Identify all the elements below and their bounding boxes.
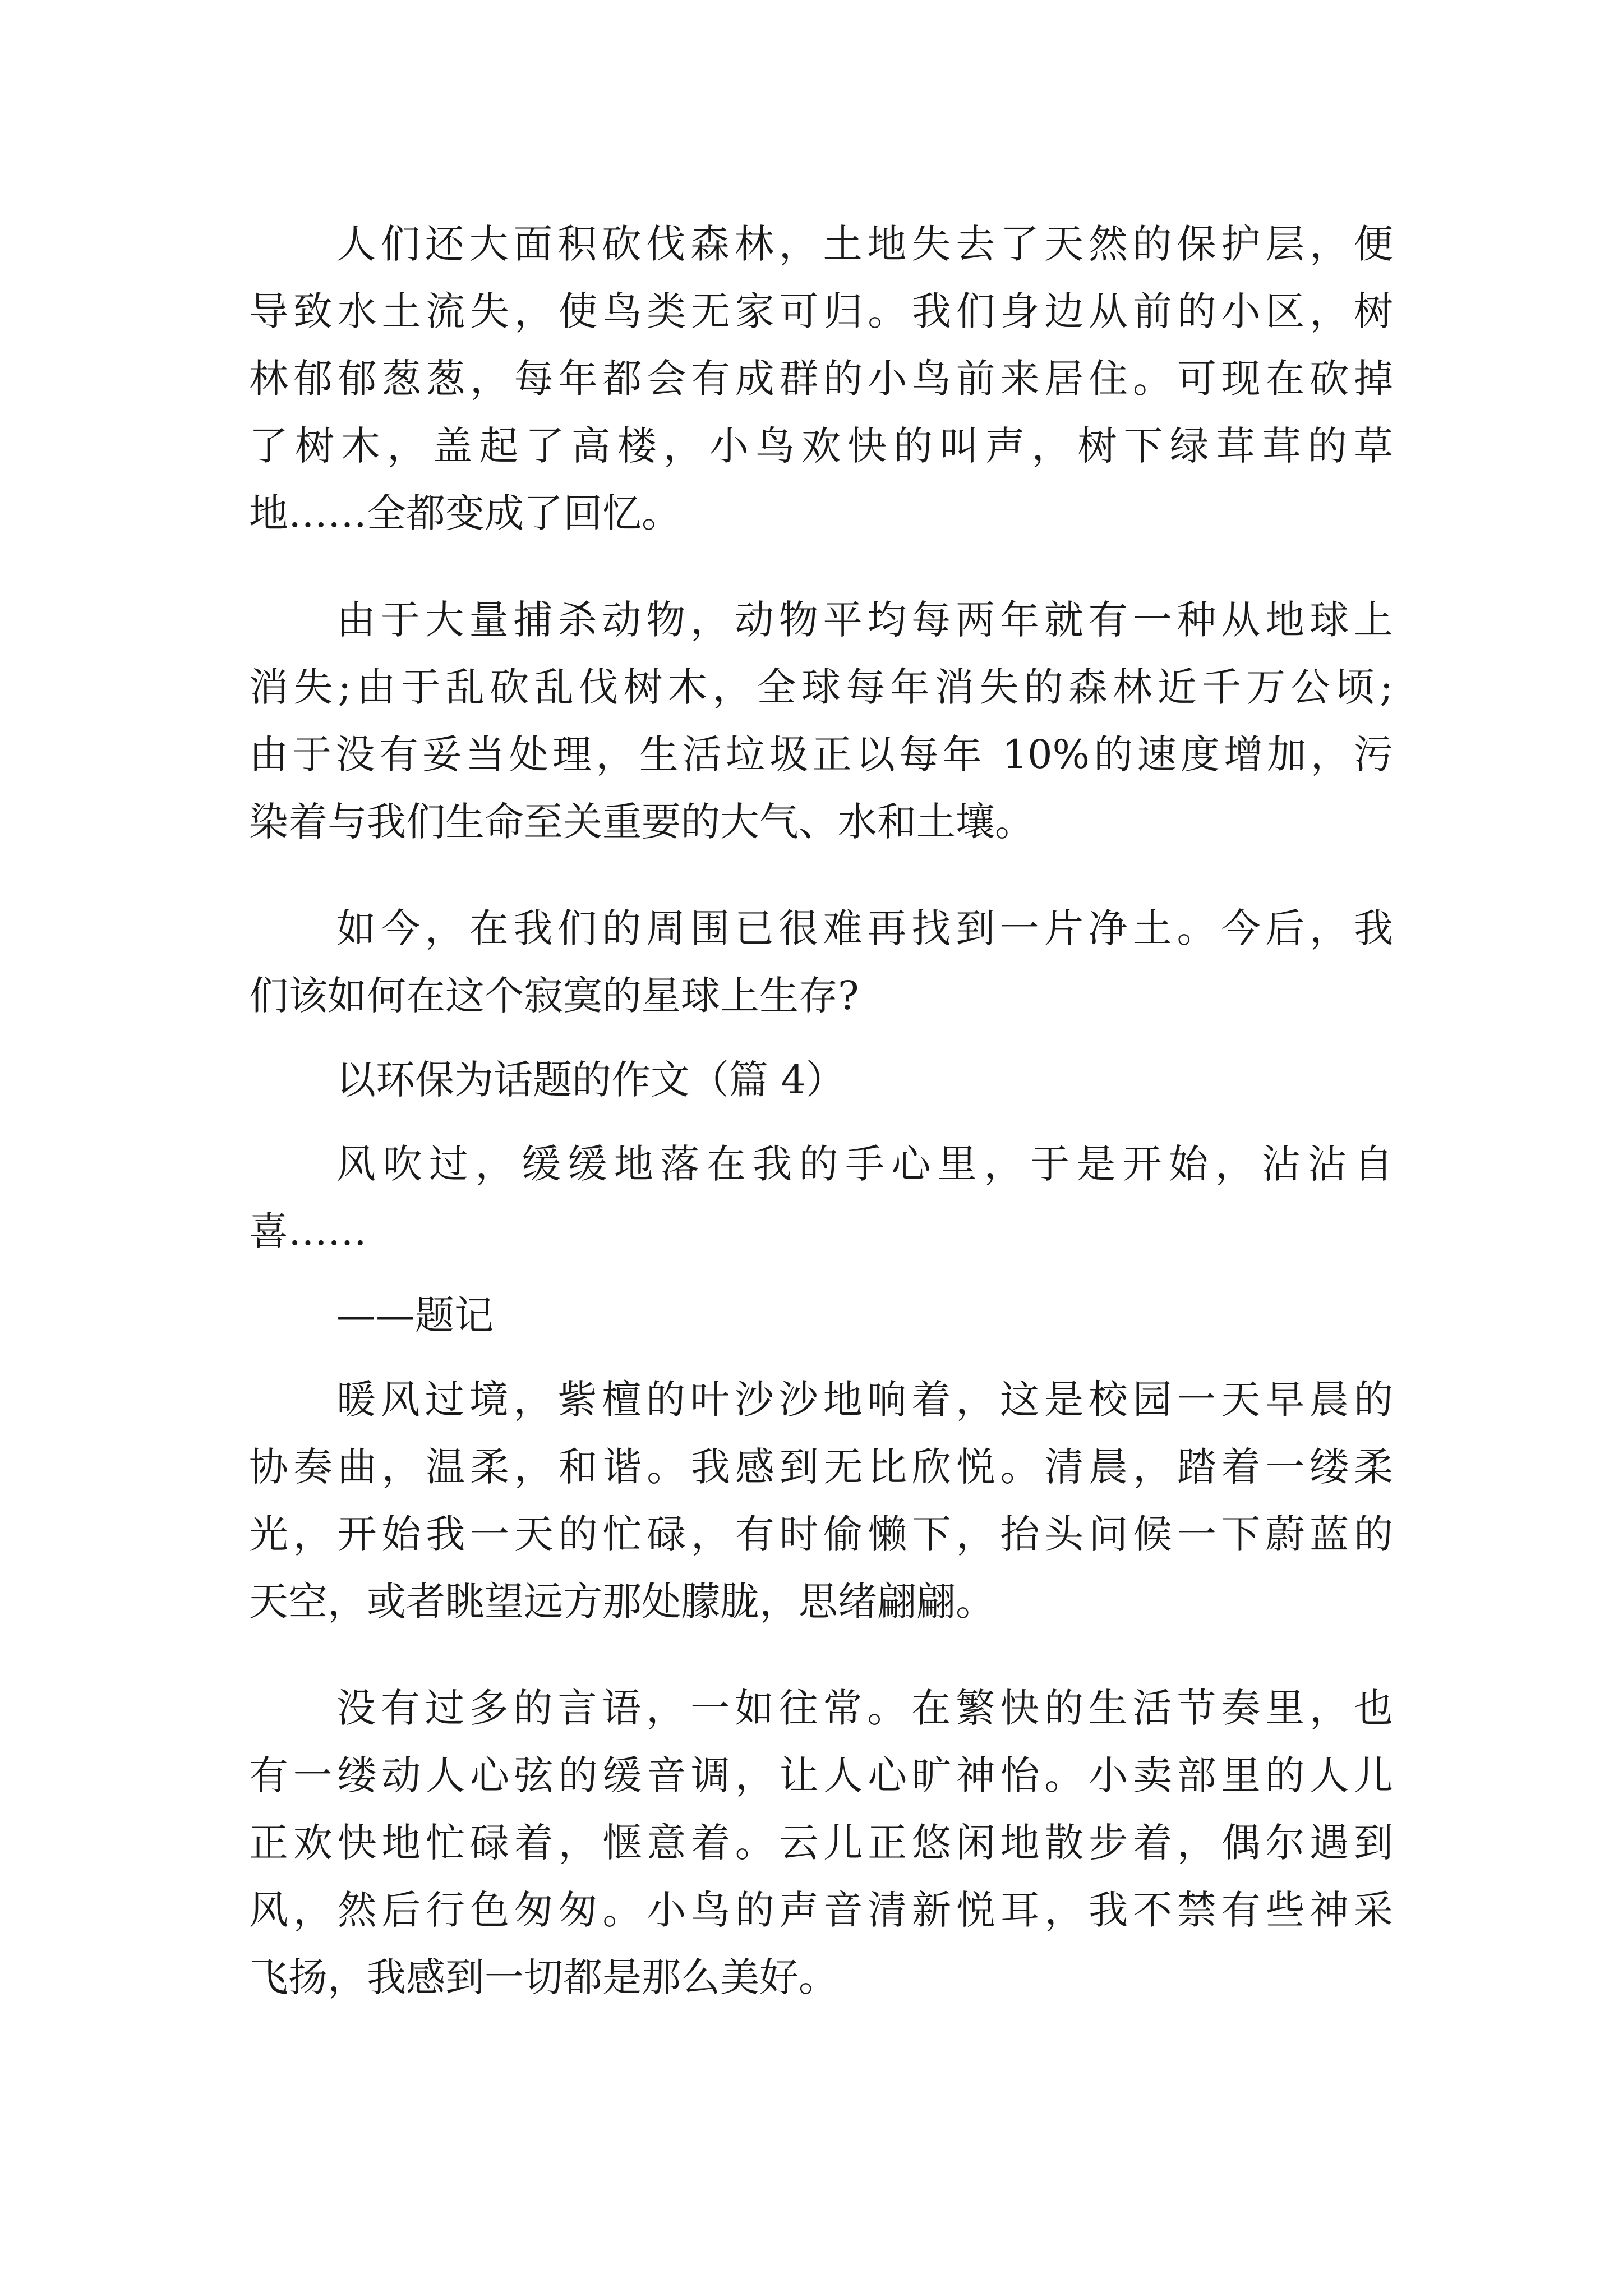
text-line: 天空，或者眺望远方那处朦胧，思绪翩翩。 (249, 1579, 995, 1625)
text-line: 了树木，盖起了高楼，小鸟欢快的叫声，树下绿茸茸的草 (249, 423, 1393, 469)
text-line: 消失;由于乱砍乱伐树木，全球每年消失的森林近千万公顷; (249, 664, 1393, 710)
text-line: 由于大量捕杀动物，动物平均每两年就有一种从地球上 (336, 597, 1393, 643)
text-line: 导致水土流失，使鸟类无家可归。我们身边从前的小区，树 (249, 288, 1393, 334)
epigraph-attribution: ——题记 (336, 1292, 494, 1338)
text-line: 们该如何在这个寂寞的星球上生存? (249, 973, 859, 1019)
text-line: 地……全都变成了回忆。 (249, 490, 681, 536)
text-line: 光，开始我一天的忙碌，有时偷懒下，抬头问候一下蔚蓝的 (249, 1511, 1393, 1557)
text-line: 林郁郁葱葱，每年都会有成群的小鸟前来居住。可现在砍掉 (249, 356, 1393, 402)
text-line: 由于没有妥当处理，生活垃圾正以每年 10%的速度增加，污 (249, 731, 1393, 777)
text-line: 没有过多的言语，一如往常。在繁快的生活节奏里，也 (336, 1685, 1393, 1731)
text-line: 染着与我们生命至关重要的大气、水和土壤。 (249, 799, 1034, 845)
text-line: 人们还大面积砍伐森林，土地失去了天然的保护层，便 (336, 221, 1393, 267)
text-line: 如今，在我们的周围已很难再找到一片净土。今后，我 (336, 905, 1393, 951)
text-line: 风，然后行色匆匆。小鸟的声音清新悦耳，我不禁有些神采 (249, 1887, 1393, 1933)
text-line: 有一缕动人心弦的缓音调，让人心旷神怡。小卖部里的人儿 (249, 1752, 1393, 1798)
text-line: 协奏曲，温柔，和谐。我感到无比欣悦。清晨，踏着一缕柔 (249, 1444, 1393, 1490)
text-line: 喜…… (249, 1208, 367, 1254)
text-line: 飞扬，我感到一切都是那么美好。 (249, 1954, 838, 2000)
text-line: 风吹过，缓缓地落在我的手心里，于是开始，沾沾自 (336, 1141, 1393, 1187)
text-line: 暖风过境，紫檀的叶沙沙地响着，这是校园一天早晨的 (336, 1377, 1393, 1423)
section-heading: 以环保为话题的作文（篇 4） (336, 1057, 845, 1103)
text-line: 正欢快地忙碌着，惬意着。云儿正悠闲地散步着，偶尔遇到 (249, 1820, 1393, 1866)
